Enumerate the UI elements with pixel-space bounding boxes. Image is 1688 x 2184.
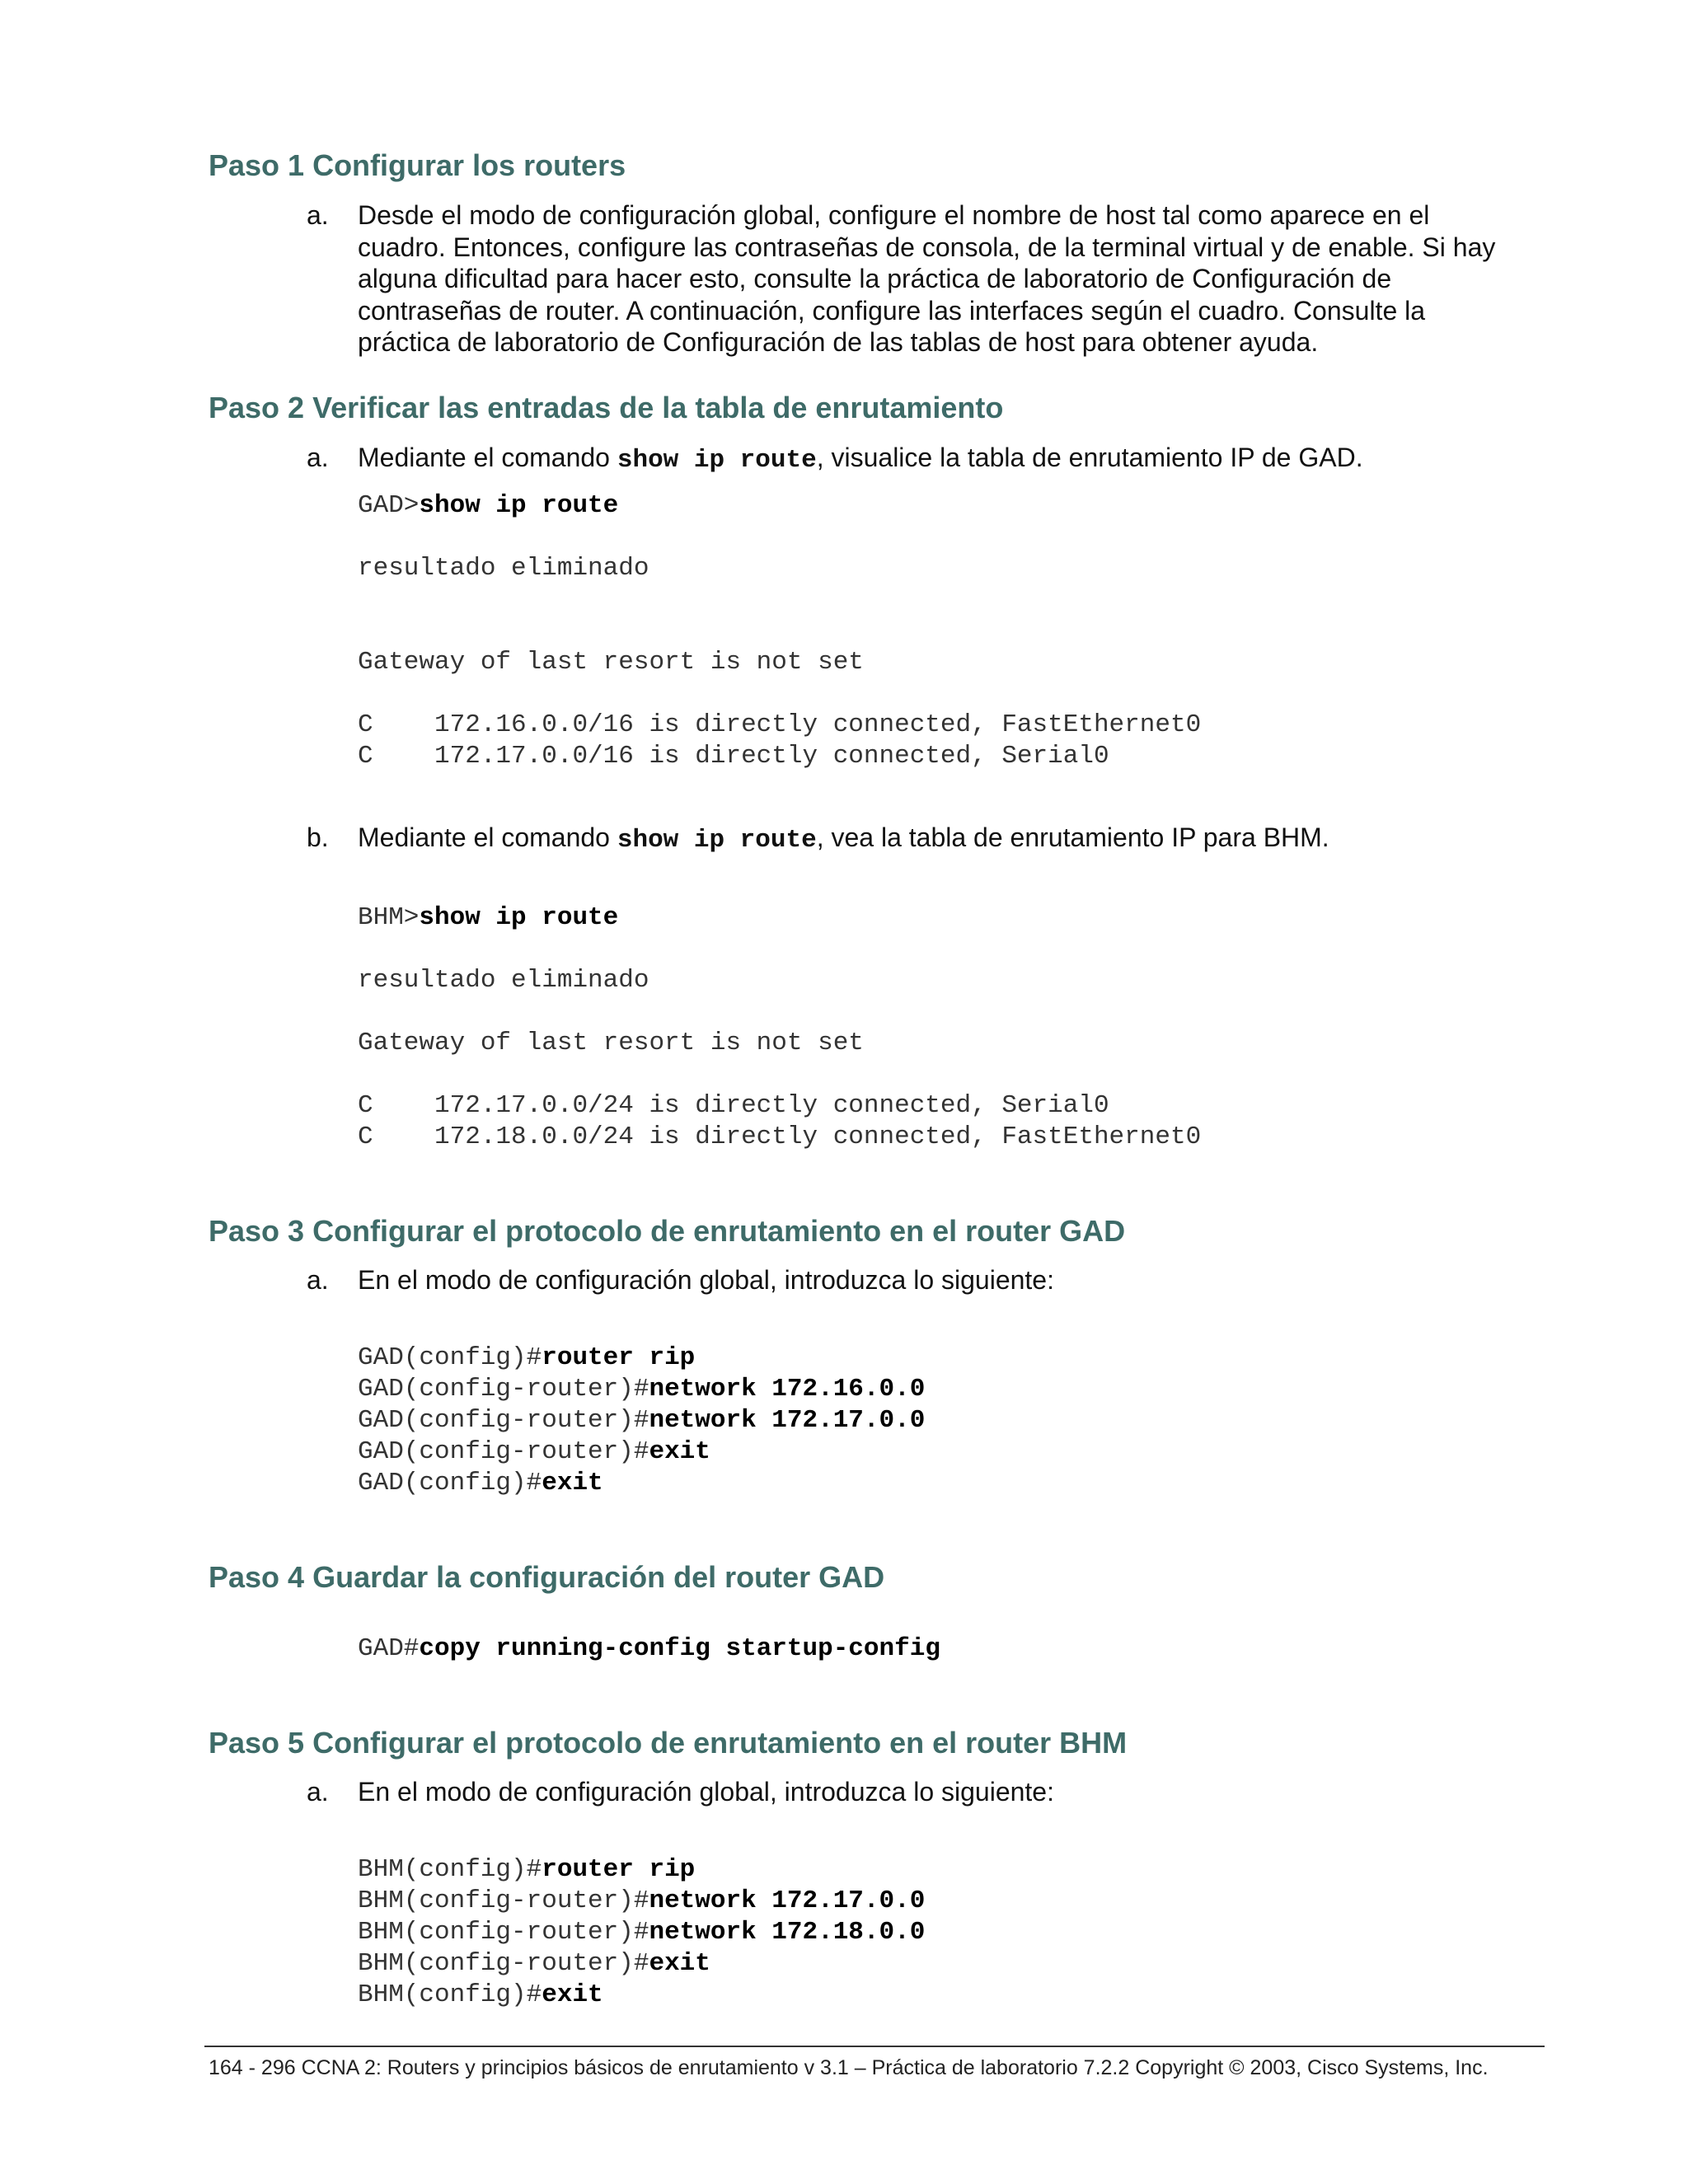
gateway-line: Gateway of last resort is not set (358, 648, 864, 677)
item-label: a. (307, 443, 329, 472)
route-line: C 172.17.0.0/16 is directly connected, Serial0 (358, 742, 1109, 771)
step-2-heading: Paso 2 Verificar las entradas de la tabla de enrutamiento (209, 391, 1004, 424)
step-3-item-a (307, 1264, 1510, 1297)
item-label: a. (307, 1265, 329, 1295)
item-label: a. (307, 1777, 329, 1807)
prompt: BHM> (358, 903, 420, 932)
inline-command: show ip route (617, 826, 817, 855)
bhm-route-output (358, 902, 1201, 1153)
step-5-heading: Paso 5 Configurar el protocolo de enrutamiento en el router BHM (209, 1726, 1128, 1760)
gad-rip-config: GAD(config)#router rip GAD(config-router)#network 172.16.0.0 GAD(config-router)#network 172.17.0.0 GAD(config-router)#exit GAD(config)#exit (358, 1343, 926, 1497)
gateway-line: Gateway of last resort is not set (358, 1029, 864, 1057)
removed-output-note: resultado eliminado (358, 554, 649, 583)
step-4-heading: Paso 4 Guardar la configuración del router GAD (209, 1560, 885, 1594)
page-footer: 164 - 296 CCNA 2: Routers y principios básicos de enrutamiento v 3.1 – Práctica de laboratorio 7.2.2 Copyright © 2003, Cisco Systems, Inc. (209, 2056, 1489, 2079)
route-line: C 172.18.0.0/24 is directly connected, FastEthernet0 (358, 1122, 1202, 1151)
step-1-item-a (307, 199, 1510, 360)
prompt: GAD> (358, 491, 420, 520)
gad-route-output (358, 490, 1201, 772)
item-label: b. (307, 823, 329, 852)
item-text: En el modo de configuración global, introduzca lo siguiente: (358, 1777, 1054, 1807)
command: show ip route (419, 491, 619, 520)
step-2-item-a (307, 442, 1510, 475)
step-3-heading: Paso 3 Configurar el protocolo de enrutamiento en el router GAD (209, 1214, 1126, 1248)
bhm-rip-config: BHM(config)#router rip BHM(config-router)#network 172.17.0.0 BHM(config-router)#network 172.18.0.0 BHM(config-router)#exit BHM(config)#exit (358, 1855, 926, 2009)
item-text: Desde el modo de configuración global, configure el nombre de host tal como aparece en el cuadro. Entonces, configure las contraseñas de consola, de la terminal virtual y de enable. Si hay alguna dificultad para hacer esto, consulte la práctica de laboratorio de Configuración de contraseñas de router. A continuación, configure las interfaces según el cuadro. Consulte la práctica de laboratorio de Configuración de las tablas de host para obtener ayuda. (358, 200, 1496, 357)
command: show ip route (419, 903, 619, 932)
footer-rule (204, 2046, 1545, 2047)
step-1-heading: Paso 1 Configurar los routers (209, 148, 626, 182)
step-2-item-b (307, 822, 1510, 855)
route-line: C 172.16.0.0/16 is directly connected, FastEthernet0 (358, 710, 1202, 739)
inline-command: show ip route (617, 446, 817, 475)
gad-save-config: GAD#copy running-config startup-config (358, 1634, 940, 1663)
item-text: Mediante el comando show ip route, visualice la tabla de enrutamiento IP de GAD. (358, 443, 1363, 475)
item-text: Mediante el comando show ip route, vea la tabla de enrutamiento IP para BHM. (358, 823, 1329, 855)
route-line: C 172.17.0.0/24 is directly connected, Serial0 (358, 1091, 1109, 1120)
item-text: En el modo de configuración global, introduzca lo siguiente: (358, 1265, 1054, 1295)
removed-output-note: resultado eliminado (358, 966, 649, 995)
item-label: a. (307, 200, 329, 230)
step-5-item-a (307, 1776, 1510, 1809)
